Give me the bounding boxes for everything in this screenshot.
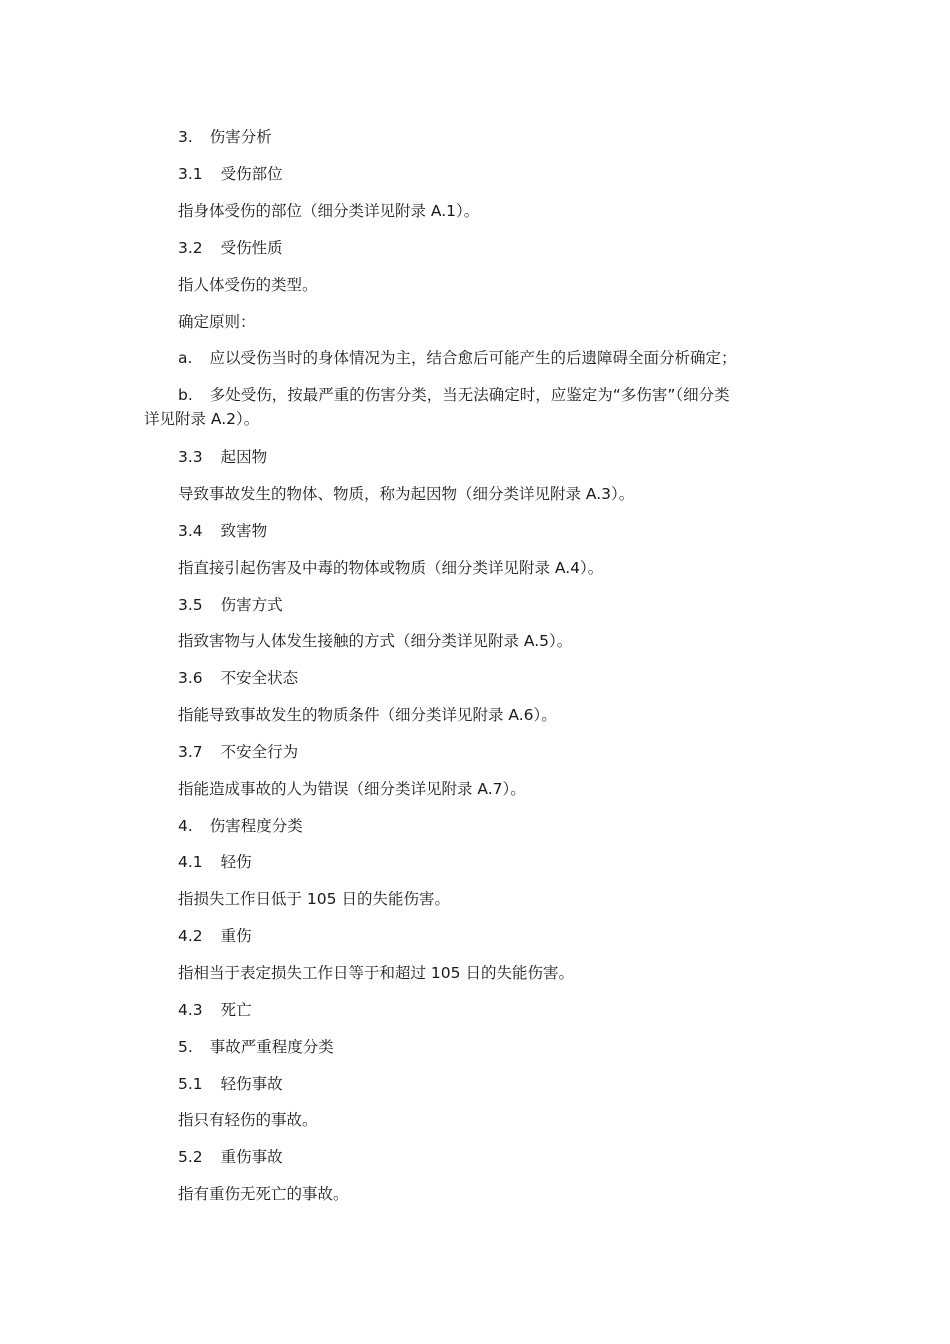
section-title: 事故严重程度分类 bbox=[209, 1038, 334, 1056]
section-number: 3.7 bbox=[178, 743, 203, 761]
section-title: 重伤事故 bbox=[220, 1148, 283, 1166]
paragraph: 导致事故发生的物体、物质，称为起因物（细分类详见附录 A.3）。 bbox=[178, 485, 635, 503]
list-item-continuation: 详见附录 A.2）。 bbox=[144, 410, 260, 428]
section-title: 重伤 bbox=[220, 927, 252, 945]
section-number: 3.4 bbox=[178, 522, 203, 540]
paragraph: 确定原则： bbox=[178, 313, 256, 331]
list-item-text: 应以受伤当时的身体情况为主，结合愈后可能产生的后遗障碍全面分析确定； bbox=[209, 349, 737, 367]
section-heading bbox=[178, 126, 272, 148]
subsection-heading bbox=[178, 446, 267, 468]
section-title: 轻伤事故 bbox=[220, 1075, 283, 1093]
section-number: 3. bbox=[178, 128, 193, 146]
list-marker: b. bbox=[178, 386, 193, 404]
subsection-heading bbox=[178, 163, 283, 185]
section-title: 不安全行为 bbox=[220, 743, 299, 761]
subsection-heading bbox=[178, 741, 298, 763]
section-number: 4.2 bbox=[178, 927, 203, 945]
subsection-heading bbox=[178, 851, 252, 873]
section-title: 死亡 bbox=[220, 1001, 252, 1019]
paragraph: 指身体受伤的部位（细分类详见附录 A.1）。 bbox=[178, 202, 480, 220]
list-item-text: 多处受伤，按最严重的伤害分类，当无法确定时，应鉴定为“多伤害”（细分类 bbox=[209, 386, 730, 404]
section-title: 伤害程度分类 bbox=[209, 817, 303, 835]
subsection-heading bbox=[178, 594, 283, 616]
section-heading bbox=[178, 815, 303, 837]
paragraph: 指能导致事故发生的物质条件（细分类详见附录 A.6）。 bbox=[178, 706, 557, 724]
subsection-heading bbox=[178, 520, 267, 542]
subsection-heading bbox=[178, 1073, 283, 1095]
paragraph: 指只有轻伤的事故。 bbox=[178, 1111, 318, 1129]
section-title: 伤害方式 bbox=[220, 596, 283, 614]
paragraph: 指能造成事故的人为错误（细分类详见附录 A.7）。 bbox=[178, 780, 526, 798]
section-number: 3.2 bbox=[178, 239, 203, 257]
paragraph: 指损失工作日低于 105 日的失能伤害。 bbox=[178, 890, 450, 908]
section-title: 轻伤 bbox=[220, 853, 252, 871]
section-title: 不安全状态 bbox=[220, 669, 299, 687]
section-number: 3.3 bbox=[178, 448, 203, 466]
section-number: 4.3 bbox=[178, 1001, 203, 1019]
section-number: 3.6 bbox=[178, 669, 203, 687]
section-title: 受伤部位 bbox=[220, 165, 283, 183]
paragraph: 指致害物与人体发生接触的方式（细分类详见附录 A.5）。 bbox=[178, 632, 573, 650]
paragraph: 指相当于表定损失工作日等于和超过 105 日的失能伤害。 bbox=[178, 964, 574, 982]
section-title: 伤害分析 bbox=[209, 128, 272, 146]
subsection-heading bbox=[178, 925, 252, 947]
section-number: 4. bbox=[178, 817, 193, 835]
section-title: 受伤性质 bbox=[220, 239, 283, 257]
paragraph: 指直接引起伤害及中毒的物体或物质（细分类详见附录 A.4）。 bbox=[178, 559, 604, 577]
section-number: 5. bbox=[178, 1038, 193, 1056]
section-number: 3.1 bbox=[178, 165, 203, 183]
section-title: 起因物 bbox=[220, 448, 268, 466]
section-number: 4.1 bbox=[178, 853, 203, 871]
section-title: 致害物 bbox=[220, 522, 268, 540]
subsection-heading bbox=[178, 667, 298, 689]
subsection-heading bbox=[178, 237, 283, 259]
paragraph: 指有重伤无死亡的事故。 bbox=[178, 1185, 349, 1203]
list-marker: a. bbox=[178, 349, 193, 367]
section-number: 3.5 bbox=[178, 596, 203, 614]
subsection-heading bbox=[178, 1146, 283, 1168]
section-number: 5.2 bbox=[178, 1148, 203, 1166]
section-heading bbox=[178, 1036, 334, 1058]
list-item bbox=[178, 384, 730, 406]
subsection-heading bbox=[178, 999, 252, 1021]
paragraph: 指人体受伤的类型。 bbox=[178, 276, 318, 294]
section-number: 5.1 bbox=[178, 1075, 203, 1093]
list-item bbox=[178, 347, 736, 369]
